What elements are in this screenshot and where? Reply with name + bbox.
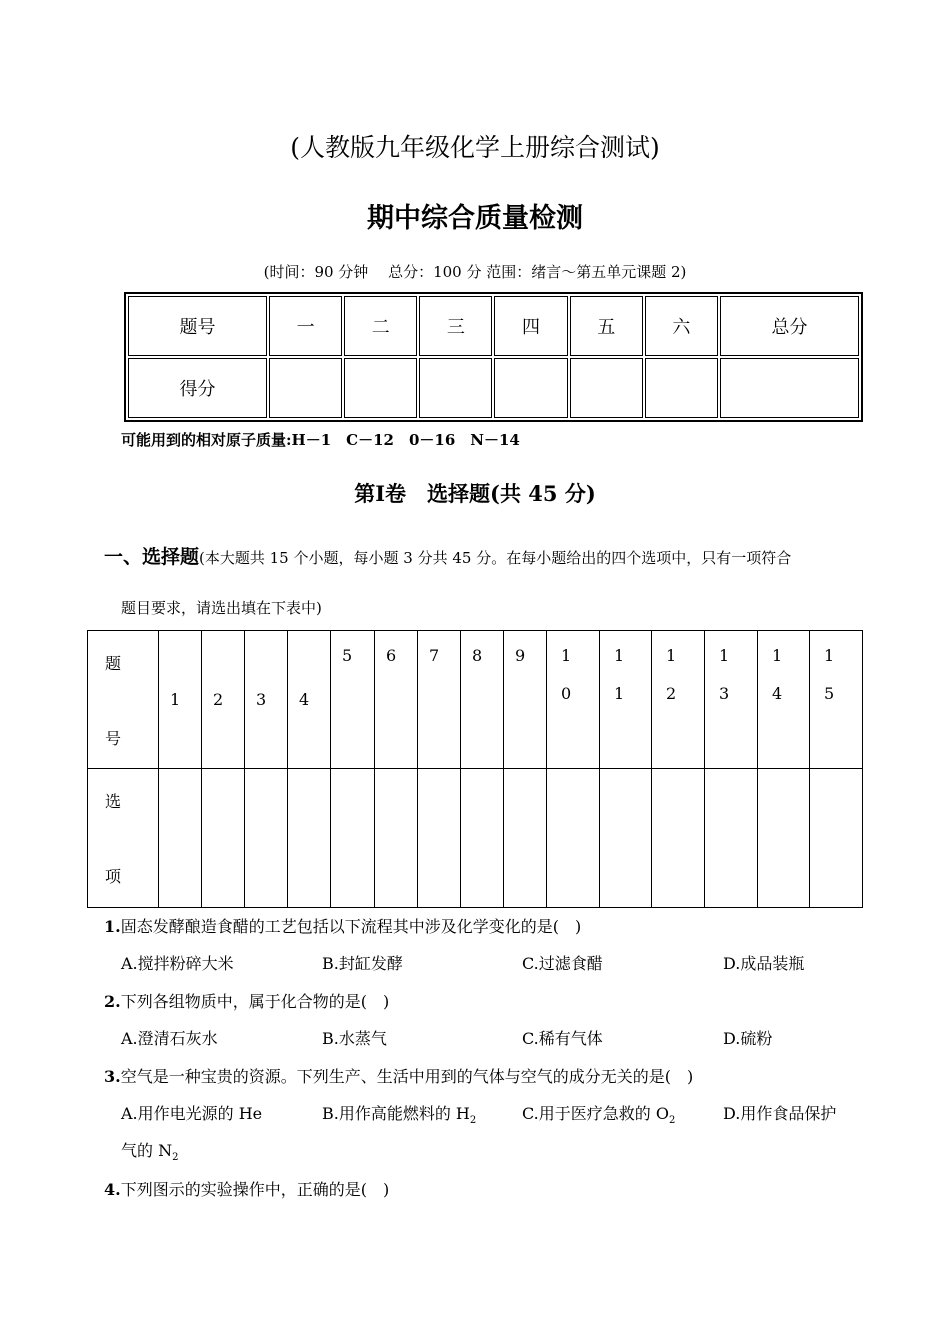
question-text: 固态发酵酿造食醋的工艺包括以下流程其中涉及化学变化的是( ) [120, 917, 582, 936]
question-3-stem [104, 1064, 693, 1087]
answer-blank-cell [461, 769, 504, 908]
number-digit: 1 [772, 646, 783, 665]
question-number-label: 3. [104, 1067, 121, 1086]
question-text: 空气是一种宝贵的资源。下列生产、生活中用到的气体与空气的成分无关的是( ) [120, 1067, 694, 1086]
number-digit: 1 [666, 646, 677, 665]
score-row-label: 得分 [128, 358, 267, 418]
option-c [522, 1101, 675, 1126]
question-number: 2 [202, 631, 245, 769]
option-d: D.硫粉 [723, 1029, 773, 1048]
answer-blank-cell [705, 769, 758, 908]
number-digit: 5 [824, 684, 835, 703]
question-number-label: 4. [104, 1180, 121, 1199]
answer-number-row [88, 631, 863, 769]
answer-blank-cell [159, 769, 202, 908]
score-blank-cell [419, 358, 492, 418]
score-cell: 六 [645, 296, 718, 356]
answer-blank-cell [810, 769, 863, 908]
subscript: 2 [668, 1115, 676, 1127]
question-number-label: 2. [104, 992, 121, 1011]
score-blank-cell [720, 358, 859, 418]
number-digit: 5 [342, 646, 353, 665]
option-d: D.成品装瓶 [723, 954, 805, 973]
option-text: 气的 N [121, 1141, 173, 1160]
score-cell: 二 [344, 296, 417, 356]
question-number [600, 631, 652, 769]
question-text: 下列各组物质中，属于化合物的是( ) [120, 992, 390, 1011]
score-cell: 四 [494, 296, 567, 356]
question-number: 4 [288, 631, 331, 769]
subscript: 2 [469, 1115, 477, 1127]
answer-blank-cell [504, 769, 547, 908]
option-d: D.用作食品保护 [723, 1104, 837, 1123]
question-number [547, 631, 600, 769]
answer-blank-cell [331, 769, 375, 908]
option-text: C.用于医疗急救的 O [522, 1104, 669, 1123]
number-digit: 1 [824, 646, 835, 665]
option-b: B.水蒸气 [322, 1029, 387, 1048]
score-blank-cell [344, 358, 417, 418]
answer-row-label [88, 769, 159, 908]
number-digit: 1 [561, 646, 572, 665]
section-title: 第Ⅰ卷 选择题(共 45 分) [354, 481, 596, 506]
score-table-score-row [128, 358, 859, 418]
question-number [810, 631, 863, 769]
score-table-header-row [128, 296, 859, 356]
answer-blank-cell [245, 769, 288, 908]
question-number-label: 1. [104, 917, 121, 936]
question-1-stem [104, 914, 581, 937]
question-text: 下列图示的实验操作中，正确的是( ) [120, 1180, 390, 1199]
question-number [705, 631, 758, 769]
answer-blank-cell [758, 769, 810, 908]
question-number [331, 631, 375, 769]
number-digit: 1 [614, 684, 625, 703]
score-cell: 三 [419, 296, 492, 356]
question-number [652, 631, 705, 769]
subscript: 2 [172, 1152, 179, 1164]
question-number: 1 [159, 631, 202, 769]
part-instruction-cont: 题目要求，请选出填在下表中) [121, 599, 322, 617]
score-blank-cell [494, 358, 567, 418]
answer-row-label [88, 631, 159, 769]
number-digit: 6 [386, 646, 397, 665]
question-number [758, 631, 810, 769]
question-2-stem [104, 989, 389, 1012]
answer-choice-row [88, 769, 863, 908]
score-cell: 五 [570, 296, 643, 356]
number-digit: 8 [472, 646, 483, 665]
row-label-bottom: 项 [105, 867, 122, 886]
exam-meta: (时间：90 分钟 总分：100 分 范围：绪言～第五单元课题 2) [263, 263, 687, 281]
answer-blank-cell [418, 769, 461, 908]
question-number: 3 [245, 631, 288, 769]
question-number [461, 631, 504, 769]
score-table [124, 292, 863, 422]
paper-subtitle: (人教版九年级化学上册综合测试) [290, 133, 660, 162]
score-cell: 题号 [128, 296, 267, 356]
number-digit: 2 [666, 684, 677, 703]
score-cell: 总分 [720, 296, 859, 356]
answer-blank-cell [375, 769, 418, 908]
option-a: A.搅拌粉碎大米 [121, 954, 234, 973]
number-digit: 1 [719, 646, 730, 665]
answer-table [87, 630, 863, 908]
option-b [322, 1101, 476, 1126]
option-d-continuation [121, 1138, 178, 1163]
question-number [418, 631, 461, 769]
question-number [375, 631, 418, 769]
number-digit: 7 [429, 646, 440, 665]
option-b: B.封缸发酵 [322, 954, 403, 973]
atomic-mass-note: 可能用到的相对原子质量:H－1 C－12 0－16 N－14 [121, 431, 520, 449]
number-digit: 4 [772, 684, 783, 703]
row-label-bottom: 号 [105, 729, 122, 748]
number-digit: 0 [561, 684, 572, 703]
part-instruction: (本大题共 15 个小题，每小题 3 分共 45 分。在每小题给出的四个选项中，只有一项符合 [199, 549, 792, 567]
option-a: A.用作电光源的 He [121, 1104, 263, 1123]
paper-title: 期中综合质量检测 [367, 203, 583, 234]
option-c: C.稀有气体 [522, 1029, 603, 1048]
answer-blank-cell [288, 769, 331, 908]
answer-blank-cell [652, 769, 705, 908]
row-label-top: 题 [105, 654, 122, 673]
option-text: B.用作高能燃料的 H [322, 1104, 470, 1123]
question-4-stem [104, 1177, 389, 1200]
answer-blank-cell [547, 769, 600, 908]
answer-blank-cell [600, 769, 652, 908]
score-blank-cell [645, 358, 718, 418]
option-c: C.过滤食醋 [522, 954, 603, 973]
score-cell: 一 [269, 296, 342, 356]
score-blank-cell [269, 358, 342, 418]
score-blank-cell [570, 358, 643, 418]
part-heading [104, 547, 791, 568]
row-label-top: 选 [105, 792, 122, 811]
number-digit: 9 [515, 646, 526, 665]
option-a: A.澄清石灰水 [121, 1029, 218, 1048]
part-heading-label: 一、选择题 [104, 546, 200, 568]
number-digit: 1 [614, 646, 625, 665]
number-digit: 3 [719, 684, 730, 703]
answer-blank-cell [202, 769, 245, 908]
question-number [504, 631, 547, 769]
